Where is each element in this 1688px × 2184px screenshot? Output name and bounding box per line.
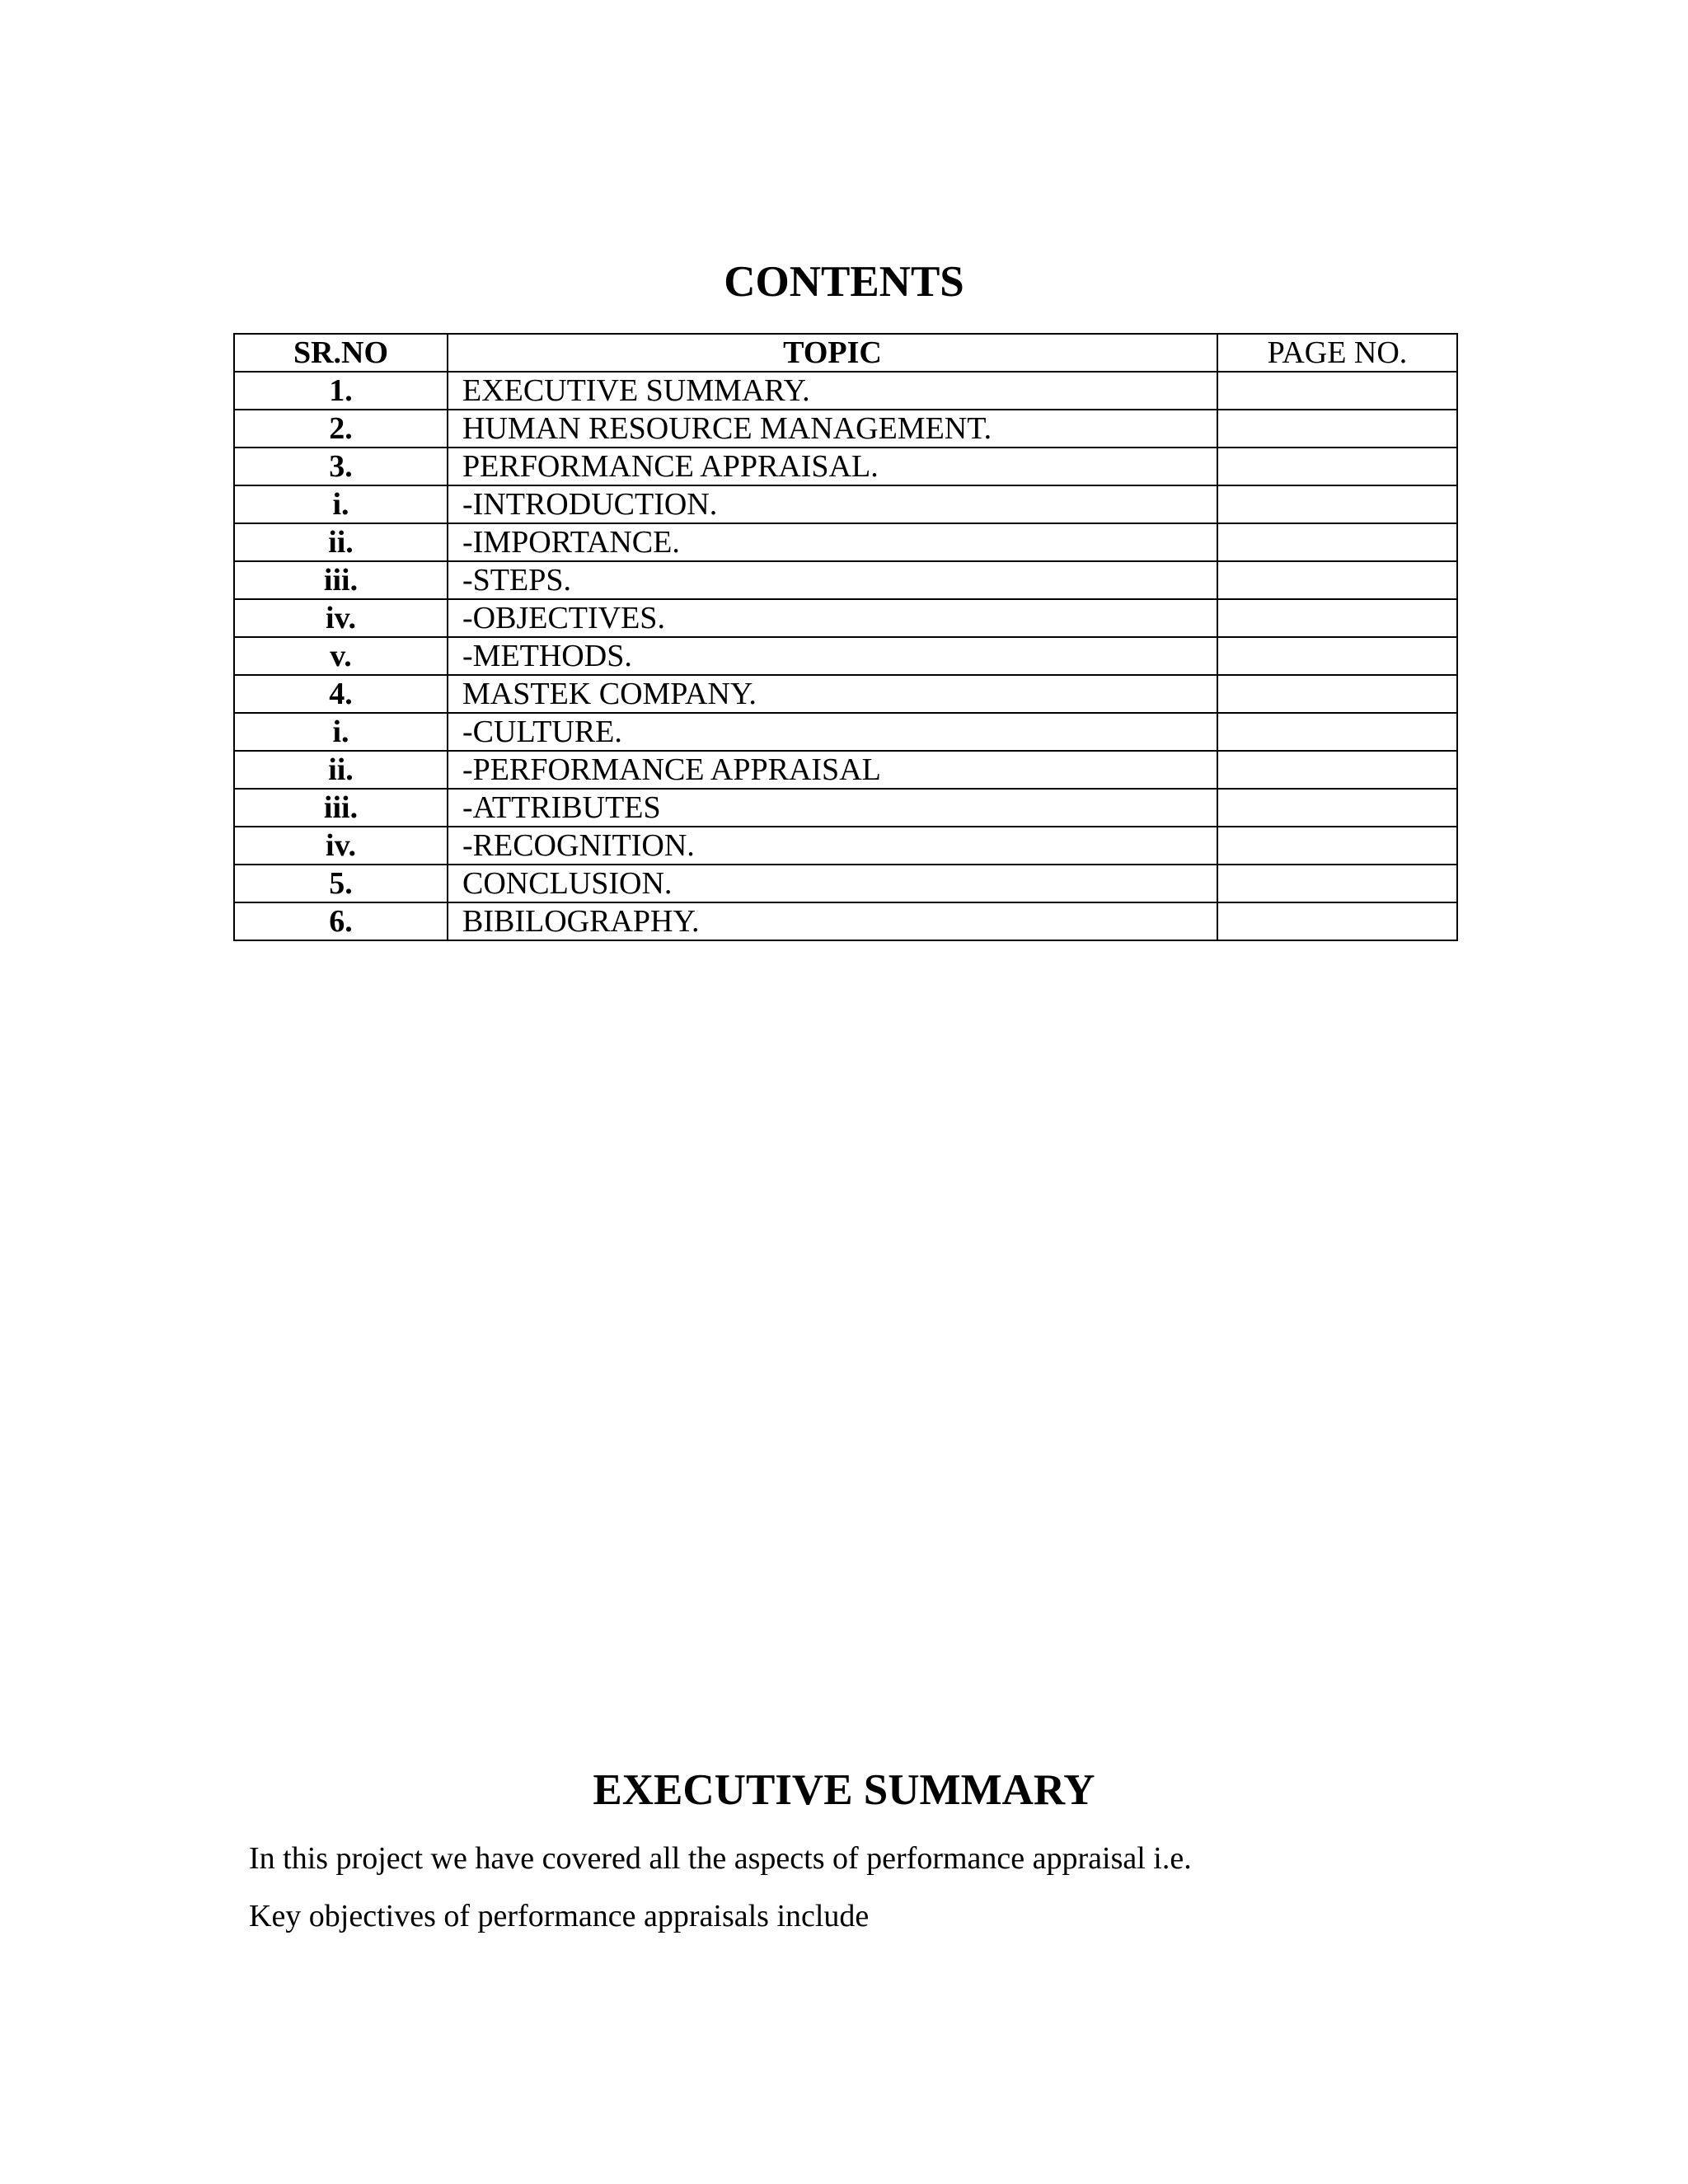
sr-no-cell: ii. [234, 751, 448, 789]
page-no-cell [1217, 448, 1457, 485]
table-row [234, 713, 1457, 751]
page-no-cell [1217, 599, 1457, 637]
topic-cell: -CULTURE. [448, 713, 1217, 751]
page-no-cell [1217, 561, 1457, 599]
topic-cell: -PERFORMANCE APPRAISAL [448, 751, 1217, 789]
sr-no-cell: 4. [234, 675, 448, 713]
table-row [234, 599, 1457, 637]
topic-cell: EXECUTIVE SUMMARY. [448, 372, 1217, 410]
table-row [234, 485, 1457, 523]
sr-no-cell: i. [234, 485, 448, 523]
topic-cell: CONCLUSION. [448, 865, 1217, 902]
topic-cell: -STEPS. [448, 561, 1217, 599]
page-no-cell [1217, 789, 1457, 827]
sr-no-cell: 1. [234, 372, 448, 410]
topic-header: TOPIC [448, 334, 1217, 372]
table-row [234, 751, 1457, 789]
page-no-cell [1217, 902, 1457, 940]
table-row [234, 410, 1457, 448]
page-no-header: PAGE NO. [1217, 334, 1457, 372]
contents-table-body [234, 372, 1457, 940]
table-row [234, 523, 1457, 561]
sr-no-cell: 3. [234, 448, 448, 485]
page-no-cell [1217, 485, 1457, 523]
sr-no-cell: iv. [234, 827, 448, 865]
sr-no-cell: 2. [234, 410, 448, 448]
sr-no-header: SR.NO [234, 334, 448, 372]
topic-cell: MASTEK COMPANY. [448, 675, 1217, 713]
page-no-cell [1217, 675, 1457, 713]
sr-no-cell: 6. [234, 902, 448, 940]
topic-cell: PERFORMANCE APPRAISAL. [448, 448, 1217, 485]
sr-no-cell: i. [234, 713, 448, 751]
sr-no-cell: iii. [234, 561, 448, 599]
topic-cell: -METHODS. [448, 637, 1217, 675]
table-row [234, 789, 1457, 827]
summary-paragraph-1: In this project we have covered all the aspects of performance appraisal i.e. [249, 1841, 1192, 1876]
table-row [234, 637, 1457, 675]
sr-no-cell: ii. [234, 523, 448, 561]
sr-no-cell: v. [234, 637, 448, 675]
table-row [234, 448, 1457, 485]
sr-no-cell: iii. [234, 789, 448, 827]
page-no-cell [1217, 827, 1457, 865]
page-no-cell [1217, 751, 1457, 789]
page-no-cell [1217, 372, 1457, 410]
table-row [234, 561, 1457, 599]
page-no-cell [1217, 865, 1457, 902]
topic-cell: -INTRODUCTION. [448, 485, 1217, 523]
topic-cell: -OBJECTIVES. [448, 599, 1217, 637]
table-row [234, 827, 1457, 865]
topic-cell: HUMAN RESOURCE MANAGEMENT. [448, 410, 1217, 448]
topic-cell: -IMPORTANCE. [448, 523, 1217, 561]
table-row [234, 902, 1457, 940]
table-row [234, 865, 1457, 902]
contents-heading: CONTENTS [724, 258, 964, 306]
sr-no-cell: iv. [234, 599, 448, 637]
page-no-cell [1217, 523, 1457, 561]
summary-paragraph-2: Key objectives of performance appraisals include [249, 1899, 870, 1933]
topic-cell: -RECOGNITION. [448, 827, 1217, 865]
sr-no-cell: 5. [234, 865, 448, 902]
topic-cell: -ATTRIBUTES [448, 789, 1217, 827]
page-no-cell [1217, 637, 1457, 675]
executive-summary-heading: EXECUTIVE SUMMARY [593, 1766, 1095, 1814]
table-row [234, 372, 1457, 410]
page-no-cell [1217, 713, 1457, 751]
contents-table [233, 333, 1458, 941]
topic-cell: BIBILOGRAPHY. [448, 902, 1217, 940]
page-no-cell [1217, 410, 1457, 448]
contents-header-row [234, 334, 1457, 372]
table-row [234, 675, 1457, 713]
